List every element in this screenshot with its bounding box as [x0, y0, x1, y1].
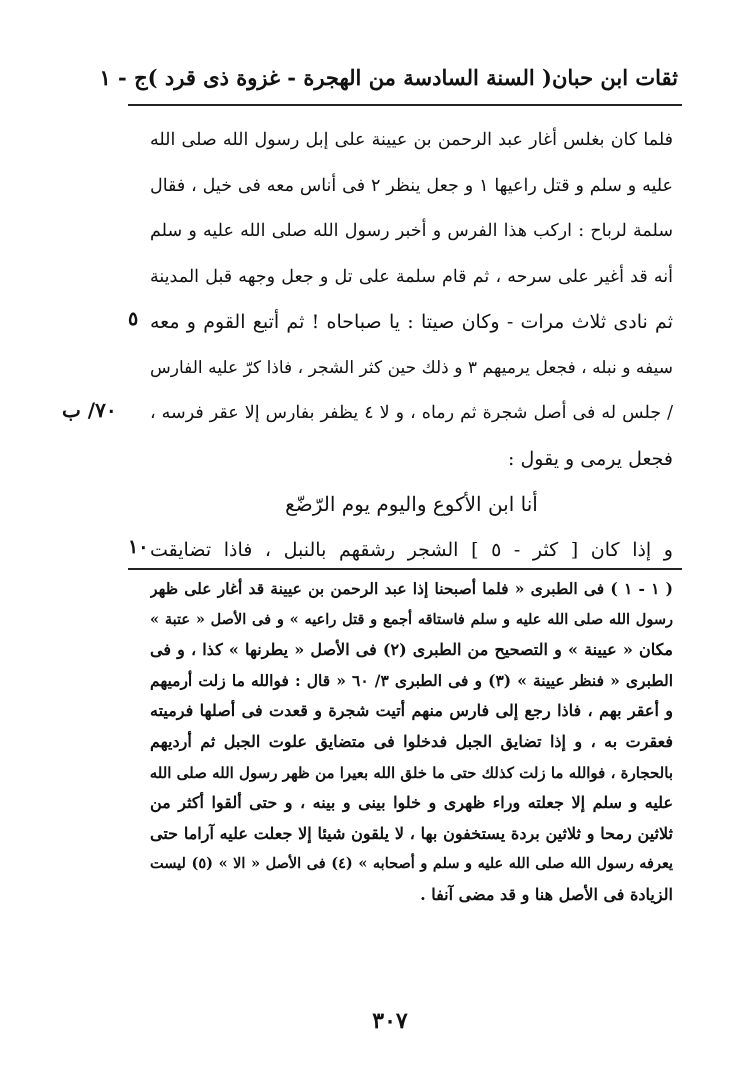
- header-title: ثقات ابن حبان: [551, 64, 678, 90]
- line-number-5: ٥: [128, 308, 139, 330]
- poem-verse: أنا ابن الأكوع والیوم یوم الرّضّع: [285, 492, 538, 516]
- text-line: ثم نادى ثلاث مرات - وكان صيتا : يا صباحاه ! ثم أتبع القوم و معه: [150, 311, 673, 333]
- header-section: ( السنة السادسة من الهجرة - غزوة ذى قرد ): [147, 64, 552, 90]
- text-line: عليه و سلم و قتل راعيها ١ و جعل ينظر ٢ فى أناس معه فى خيل ، فقال: [150, 175, 673, 196]
- footnote-line: و أعقر بهم ، فاذا رجع إلى فارس منهم أتيت شجرة و قعدت فى أصلها فرميته: [150, 701, 673, 721]
- footnote-line: ( ١ - ١ ) فى الطبرى « فلما أصبحنا إذا عبد الرحمن بن عيينة قد أغار على ظهر: [150, 579, 673, 598]
- footnote-line: رسول الله صلى الله عليه و سلم فاستاقه أجمع و قتل راعيه » و فى الأصل « عتبة »: [150, 610, 673, 628]
- footnote-line: الزيادة فى الأصل هنا و قد مضى آنفا .: [420, 884, 673, 904]
- text-line: ٰفلما كان بغلس أغار عبد الرحمن بن عيينة على إبل رسول الله صلى الله: [150, 130, 673, 150]
- text-line: أنه قد أغير على سرحه ، ثم قام سلمة على تل و جعل وجهه قبل المدينة: [150, 266, 673, 287]
- header-volume: ج - ١: [99, 64, 148, 90]
- footnote-line: بالحجارة ، فوالله ما زلت كذلك حتى ما خلق الله بعيرا من ظهر رسول الله صلى الله: [150, 763, 673, 782]
- running-header: [99, 55, 678, 99]
- line-number-10: ١٠: [128, 536, 149, 558]
- footnote-line: فعقرت به ، و إذا تضايق الجبل فدخلوا فى متضايق علوت الجبل ثم أرديهم: [150, 731, 673, 751]
- footnote-line: يعرفه رسول الله صلى الله عليه و سلم و أصحابه » (٤) فى الأصل « الا » (٥) ليست: [150, 855, 673, 873]
- text-line: فجعل يرمى و يقول :: [508, 447, 673, 470]
- footnote-line: الطبرى « فنظر عيينة » (٣) و فى الطبرى ٣/ ٦٠ « قال : فوالله ما زلت أرميهم: [150, 670, 673, 690]
- text-line: و إذا كان [ كثر - ٥ ] الشجر رشقهم بالنبل ، فاذا تضايقت: [150, 538, 673, 561]
- footnote-line: مكان « عيينة » و التصحيح من الطبرى (٢) فى الأصل « يطرنها » كذا ، و فى: [150, 640, 673, 660]
- footnote-divider: [128, 568, 682, 570]
- text-line: سلمة لرباح : اركب هذا الفرس و أخبر رسول الله صلى الله عليه و سلم: [150, 221, 673, 241]
- footnote-line: ثلاثين رمحا و ثلاثين بردة يستخفون بها ، لا يلقون شيئا إلا جعلت عليه آراما حتى: [150, 823, 673, 843]
- header-divider: [128, 104, 682, 106]
- page-number: ٣٠٧: [372, 1008, 408, 1034]
- manuscript-folio-note: ٧٠/ ب: [62, 398, 117, 422]
- footnote-line: عليه و سلم إلا جعلته وراء ظهرى و خلوا بينى و بينه ، و حتى ألقوا أكثر من: [150, 793, 673, 813]
- text-line: سيفه و نبله ، فجعل يرميهم ٣ و ذلك حين كثر الشجر ، فاذا كرّ عليه الفارس: [150, 357, 673, 378]
- main-text: [150, 118, 673, 573]
- footnotes: [150, 574, 673, 911]
- text-line: / جلس له فى أصل شجرة ثم رماه ، و لا ٤ يظفر بفارس إلا عقر فرسه ،: [150, 403, 673, 423]
